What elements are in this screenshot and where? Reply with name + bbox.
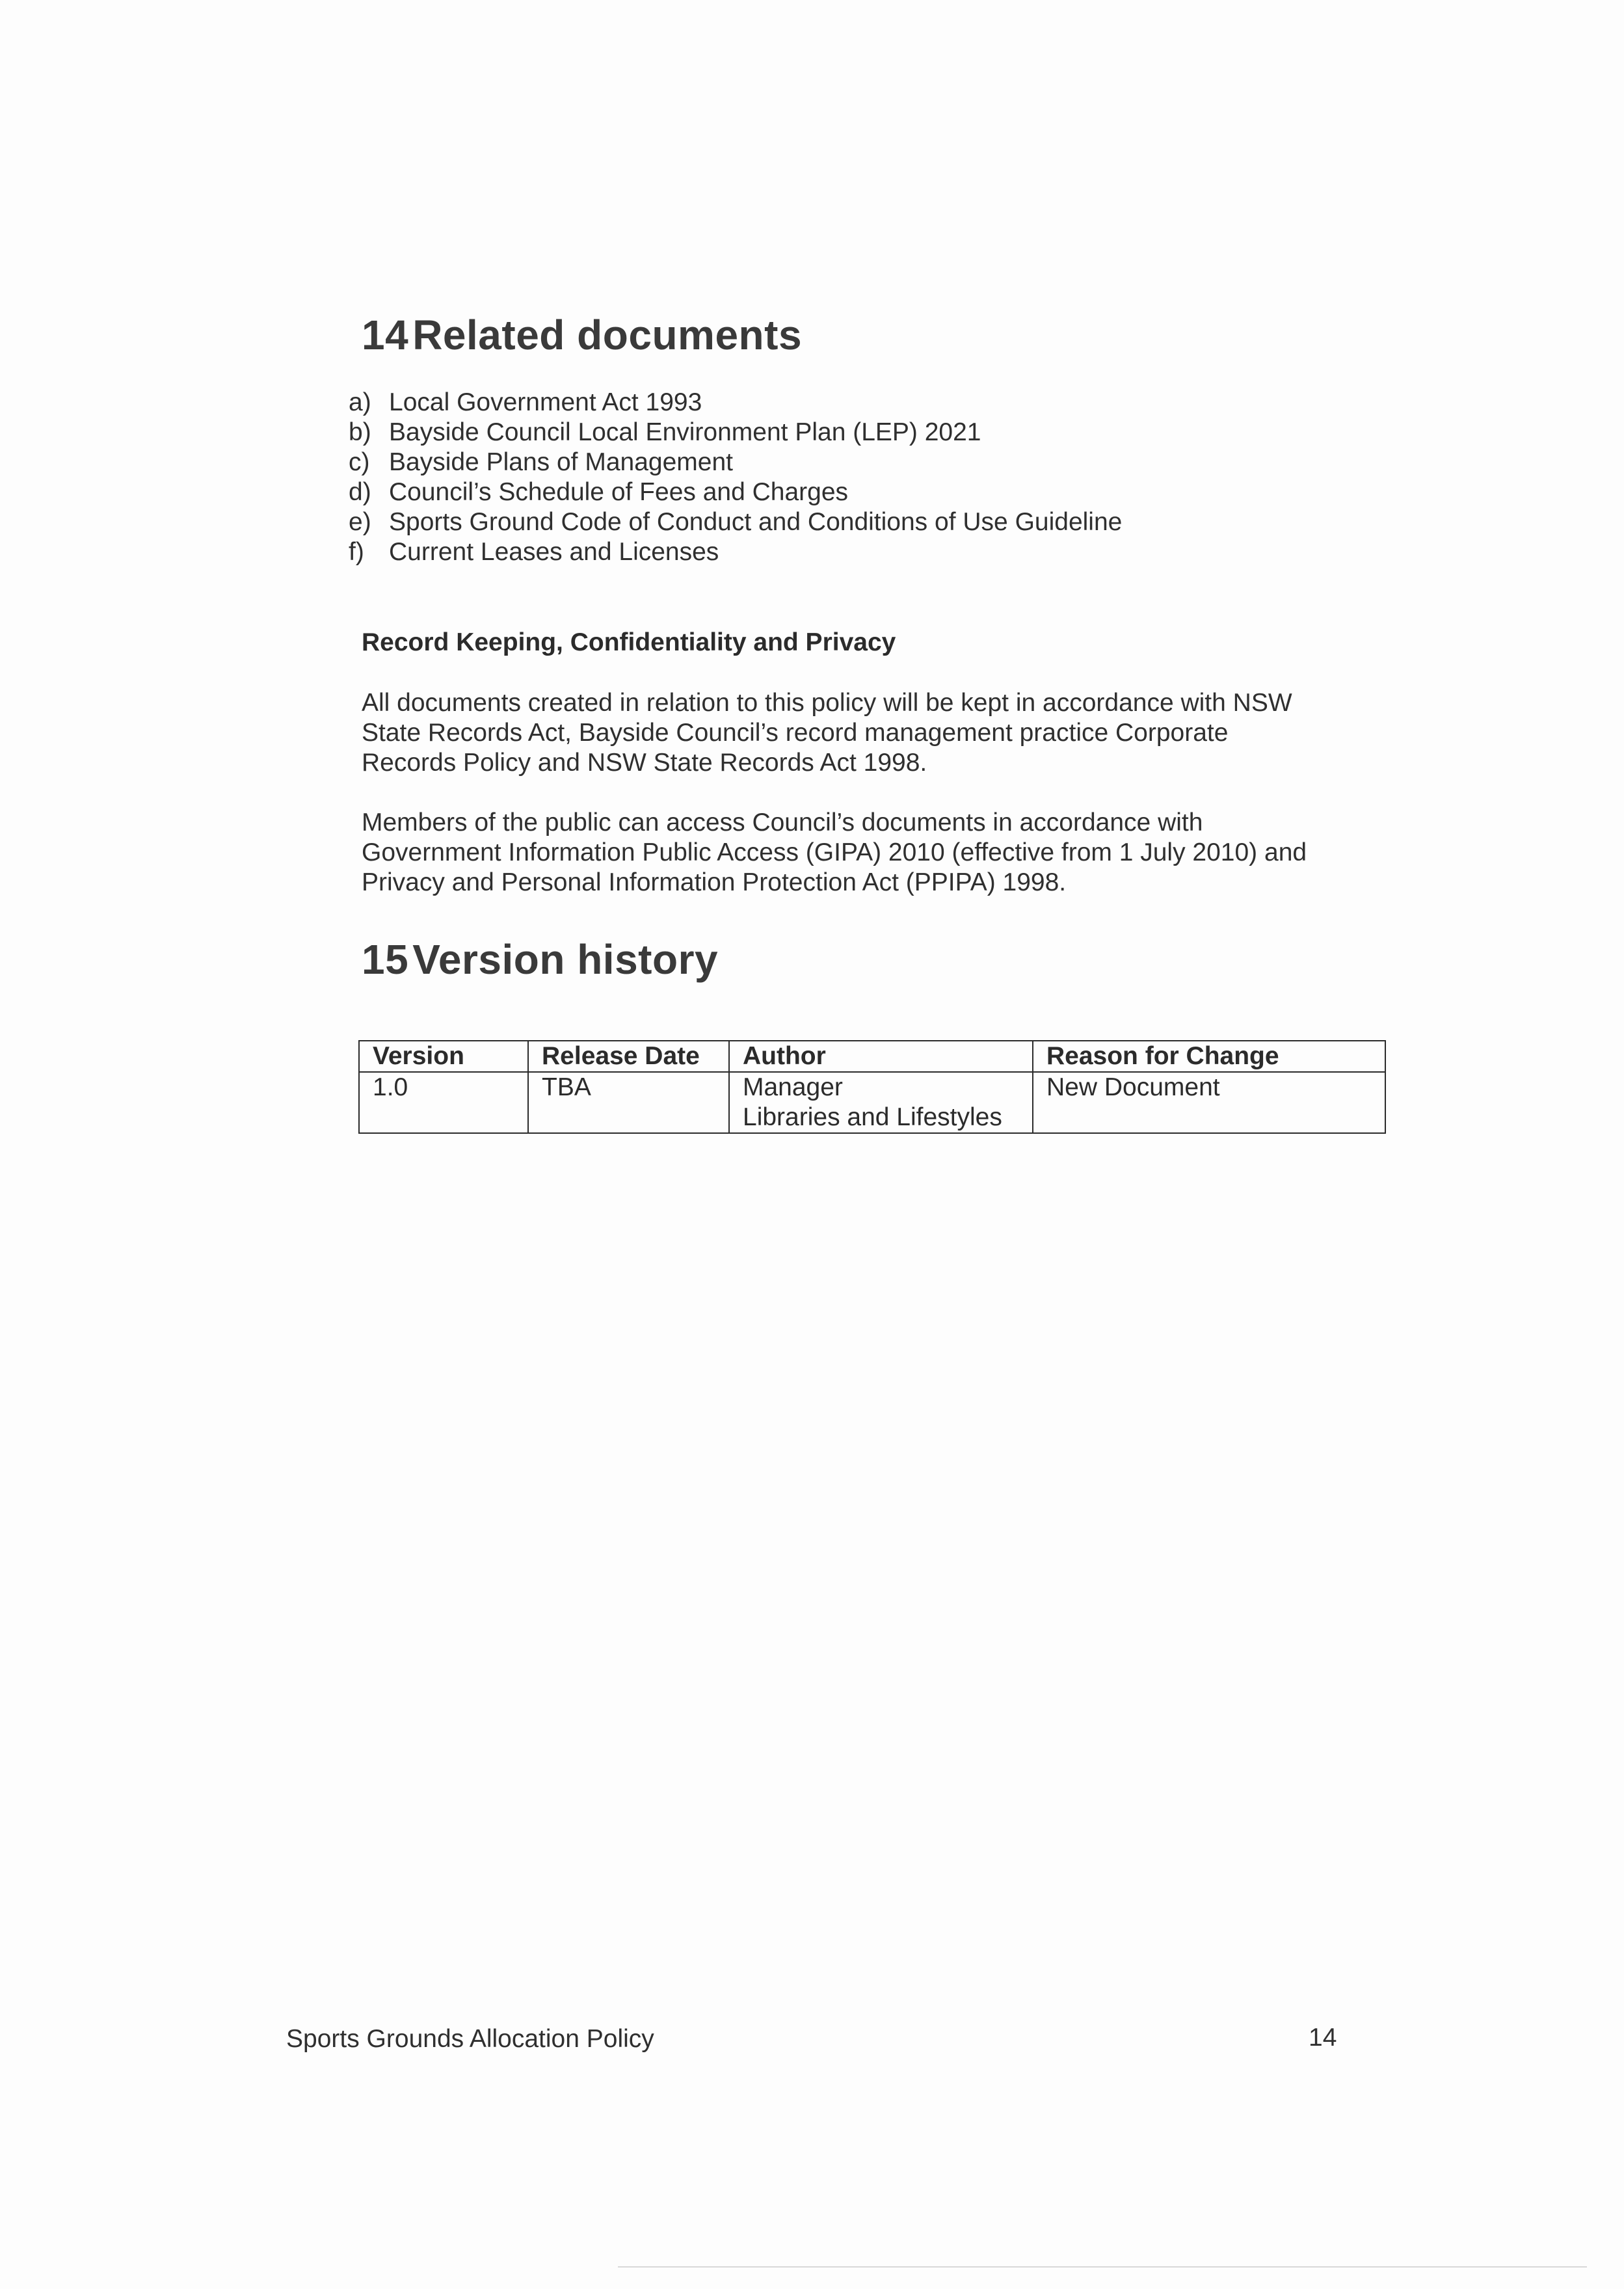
public-access-paragraph — [362, 808, 1370, 898]
list-item — [349, 477, 1122, 507]
section-title: Related documents — [412, 312, 803, 358]
list-item-text: Bayside Plans of Management — [389, 448, 733, 476]
section-heading-version-history — [362, 935, 718, 984]
list-item-text: Local Government Act 1993 — [389, 388, 702, 416]
paragraph-line: Members of the public can access Council’s documents in accordance with — [362, 809, 1203, 837]
section-number: 14 — [362, 312, 409, 358]
paragraph-line: All documents created in relation to this policy will be kept in accordance with NSW — [362, 689, 1292, 717]
cell-author — [729, 1072, 1033, 1133]
table-row — [359, 1072, 1385, 1133]
list-marker: b) — [349, 418, 371, 446]
author-line: Libraries and Lifestyles — [743, 1103, 1002, 1131]
cell-version: 1.0 — [359, 1072, 528, 1133]
version-history-table — [358, 1040, 1386, 1134]
column-header-release-date: Release Date — [528, 1041, 729, 1072]
paragraph-line: Government Information Public Access (GIPA) 2010 (effective from 1 July 2010) and — [362, 838, 1307, 866]
paragraph-line: Privacy and Personal Information Protection Act (PPIPA) 1998. — [362, 868, 1067, 896]
table-header-row — [359, 1041, 1385, 1072]
list-marker: c) — [349, 448, 370, 476]
list-item — [349, 448, 1122, 477]
paragraph-line: Records Policy and NSW State Records Act 1998. — [362, 749, 927, 777]
cell-release-date: TBA — [528, 1072, 729, 1133]
list-item-text: Sports Ground Code of Conduct and Conditions of Use Guideline — [389, 508, 1123, 536]
column-header-author: Author — [729, 1041, 1033, 1072]
list-item — [349, 388, 1122, 418]
list-item-text: Current Leases and Licenses — [389, 538, 719, 566]
list-item-text: Council’s Schedule of Fees and Charges — [389, 478, 849, 506]
bottom-divider — [618, 2266, 1587, 2268]
cell-reason: New Document — [1033, 1072, 1385, 1133]
section-title: Version history — [412, 936, 719, 983]
list-marker: e) — [349, 508, 371, 536]
footer-document-title: Sports Grounds Allocation Policy — [286, 2025, 654, 2053]
record-keeping-paragraph — [362, 688, 1370, 778]
list-item-text: Bayside Council Local Environment Plan (LEP) 2021 — [389, 418, 981, 446]
section-heading-related-documents — [362, 311, 802, 359]
footer-page-number: 14 — [1309, 2024, 1337, 2052]
list-item — [349, 418, 1122, 448]
list-marker: a) — [349, 388, 371, 416]
list-marker: f) — [349, 538, 364, 566]
paragraph-line: State Records Act, Bayside Council’s record management practice Corporate — [362, 719, 1229, 747]
list-item — [349, 537, 1122, 567]
record-keeping-heading: Record Keeping, Confidentiality and Privacy — [362, 628, 896, 656]
column-header-reason: Reason for Change — [1033, 1041, 1385, 1072]
list-item — [349, 507, 1122, 537]
list-marker: d) — [349, 478, 371, 506]
column-header-version: Version — [359, 1041, 528, 1072]
section-number: 15 — [362, 936, 409, 983]
related-documents-list — [349, 388, 1122, 567]
author-line: Manager — [743, 1073, 843, 1101]
